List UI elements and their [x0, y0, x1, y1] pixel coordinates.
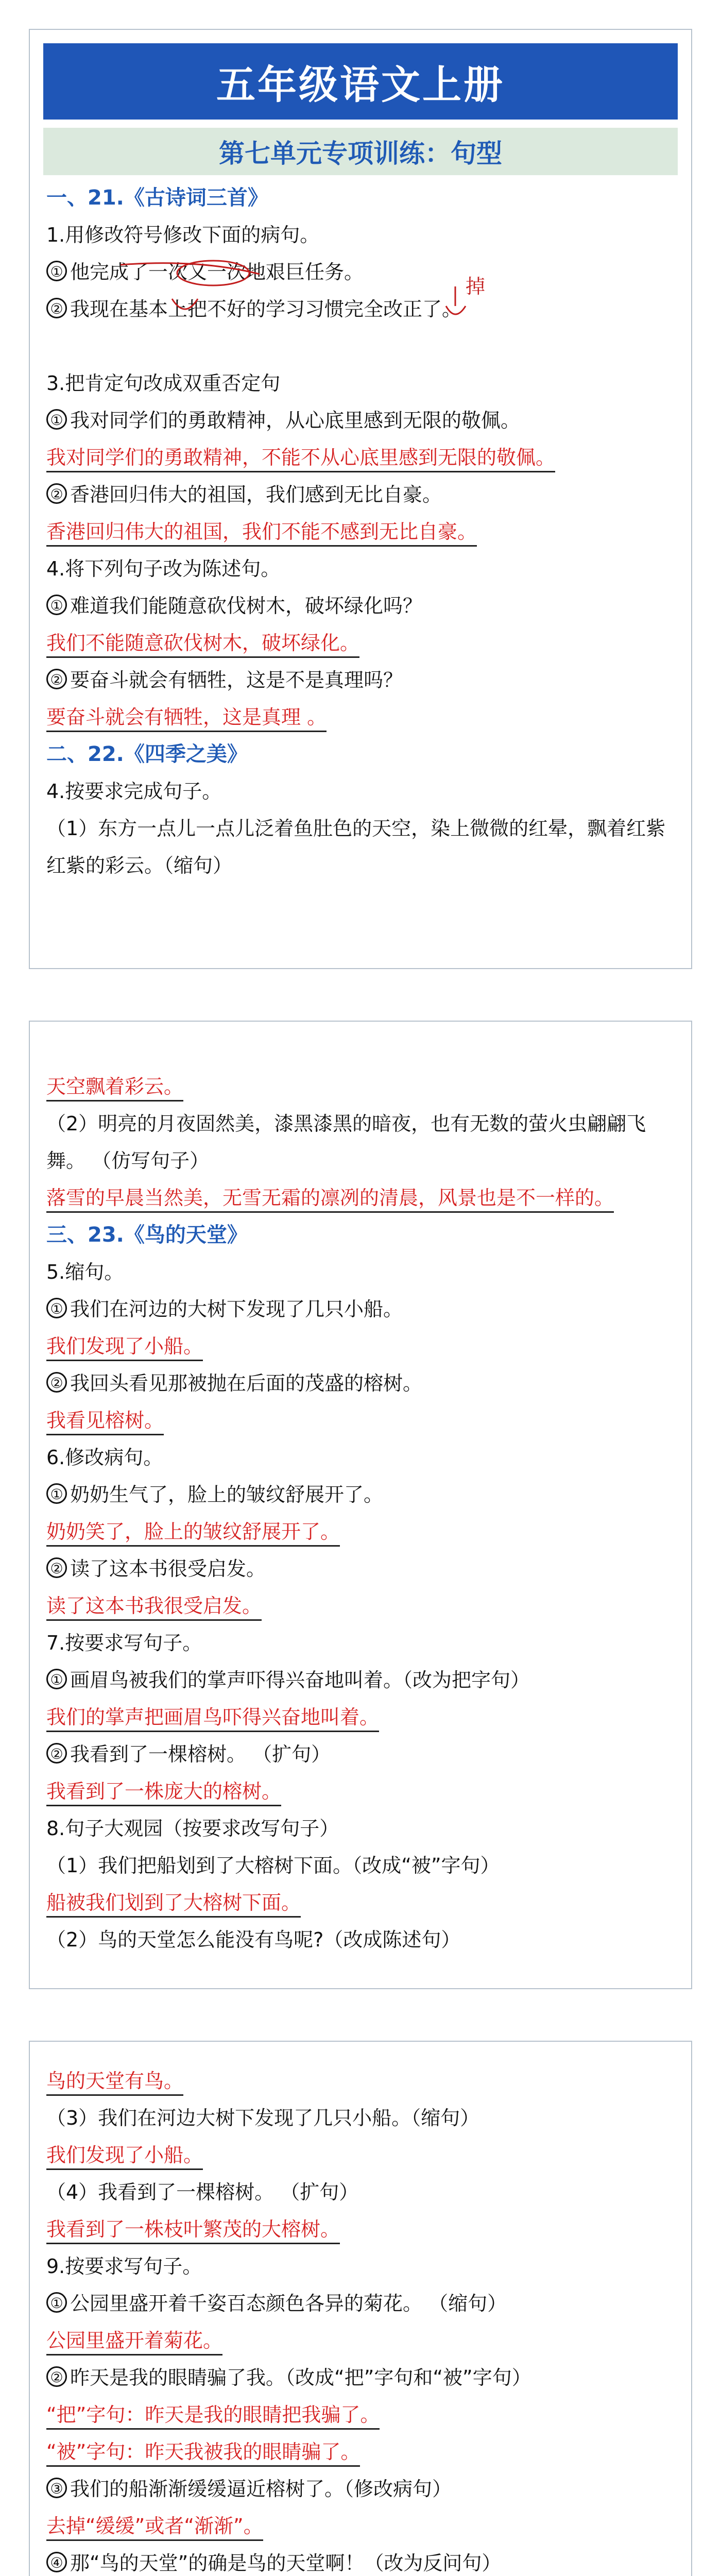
question-text: 我回头看见那被抛在后面的茂盛的榕树。 [70, 1372, 423, 1395]
question-6a [43, 1476, 678, 1513]
question-text: 难道我们能随意砍伐树木，破坏绿化吗？ [70, 595, 423, 617]
answer-text: 公园里盛开着菊花。 [46, 2329, 222, 2355]
answer-7a [43, 1699, 678, 1736]
answer-8b [43, 2062, 678, 2099]
question-text: 读了这本书很受启发。 [70, 1557, 266, 1580]
answer-3a [43, 439, 678, 476]
answer-6b [43, 1587, 678, 1624]
question-text: 我对同学们的勇敢精神，从心底里感到无限的敬佩。 [70, 409, 521, 432]
question-4c: 4.按要求完成句子。 [46, 780, 222, 803]
question-5a [43, 1291, 678, 1328]
circled-number: ② [46, 669, 67, 689]
circled-number: ① [46, 1669, 67, 1689]
answer-9a [43, 2322, 678, 2359]
question-8a: （1）我们把船划到了大榕树下面。（改成“被”字句） [46, 1854, 500, 1877]
circled-number: ① [46, 409, 67, 430]
answer-text: 天空飘着彩云。 [46, 1075, 183, 1101]
answer-text: 去掉“缓缓”或者“渐渐”。 [46, 2515, 263, 2541]
circled-number: ② [46, 298, 67, 318]
answer-text: 我们发现了小船。 [46, 2144, 203, 2170]
question-4c-2: （2）明亮的月夜固然美，漆黑漆黑的暗夜，也有无数的萤火虫翩翩飞舞。 （仿写句子） [46, 1112, 646, 1172]
answer-9b-1 [43, 2396, 678, 2433]
answer-text: 香港回归伟大的祖国，我们不能不感到无比自豪。 [46, 520, 477, 547]
section-heading-23: 三、23.《鸟的天堂》 [46, 1223, 248, 1247]
answer-8d [43, 2211, 678, 2248]
question-4: 4.将下列句子改为陈述句。 [46, 557, 281, 580]
question-8c: （3）我们在河边大树下发现了几只小船。（缩句） [46, 2107, 480, 2129]
answer-text: “把”字句：昨天是我的眼睛把我骗了。 [46, 2403, 380, 2430]
answer-9c [43, 2507, 678, 2545]
question-7b [43, 1736, 678, 1773]
section-heading-21: 一、21.《古诗词三首》 [46, 186, 268, 210]
question-text: 画眉鸟被我们的掌声吓得兴奋地叫着。（改为把字句） [70, 1669, 530, 1691]
worksheet-page-3 [29, 2041, 692, 2576]
answer-5a [43, 1328, 678, 1365]
section-heading-22: 二、22.《四季之美》 [46, 742, 248, 766]
question-3: 3.把肯定句改成双重否定句 [46, 372, 281, 395]
question-text: 我看到了一棵榕树。 （扩句） [70, 1743, 331, 1766]
question-9b [43, 2359, 678, 2396]
answer-text: 我对同学们的勇敢精神，不能不从心底里感到无限的敬佩。 [46, 446, 555, 472]
question-3a [43, 402, 678, 439]
question-text: 我们在河边的大树下发现了几只小船。 [70, 1298, 403, 1320]
question-5: 5.缩句。 [46, 1261, 124, 1283]
question-9d [43, 2545, 678, 2576]
question-1a [43, 253, 678, 291]
question-8b: （2）鸟的天堂怎么能没有鸟呢?（改成陈述句） [46, 1928, 461, 1951]
question-text: 我们的船渐渐缓缓逼近榕树了。（修改病句） [70, 2478, 452, 2500]
question-6b [43, 1550, 678, 1587]
question-text: 昨天是我的眼睛骗了我。（改成“把”字句和“被”字句） [70, 2366, 531, 2389]
question-9: 9.按要求写句子。 [46, 2255, 202, 2278]
question-4c-1: （1）东方一点儿一点儿泛着鱼肚色的天空，染上微微的红晕，飘着红紫红紫的彩云。（缩句） [46, 817, 666, 877]
answer-text: 我们不能随意砍伐树木，破坏绿化。 [46, 632, 359, 658]
answer-9b-2 [43, 2433, 678, 2470]
question-6: 6.修改病句。 [46, 1446, 163, 1469]
question-text: 奶奶生气了，脸上的皱纹舒展开了。 [70, 1483, 384, 1506]
question-9c [43, 2470, 678, 2507]
question-text: 那“鸟的天堂”的确是鸟的天堂啊！（改为反问句） [70, 2552, 502, 2574]
answer-4b [43, 699, 678, 736]
question-text: 公园里盛开着千姿百态颜色各异的菊花。 （缩句） [70, 2292, 507, 2315]
answer-text: 我们发现了小船。 [46, 1335, 203, 1361]
worksheet-page-1 [29, 29, 692, 969]
correction-word: 掉 [466, 275, 486, 298]
answer-8a [43, 1884, 678, 1921]
question-text: 我现在基本上把不好的学习习惯完全改正了。 [70, 298, 462, 320]
answer-5b [43, 1402, 678, 1439]
answer-text: 船被我们划到了大榕树下面。 [46, 1891, 301, 1918]
answer-7b [43, 1773, 678, 1810]
question-9a [43, 2285, 678, 2322]
circled-number: ② [46, 1743, 67, 1764]
answer-text: 我看到了一株枝叶繁茂的大榕树。 [46, 2218, 340, 2244]
answer-4c-1 [43, 1068, 678, 1105]
answer-text: 要奋斗就会有牺牲，这是真理 。 [46, 706, 327, 732]
circled-number: ① [46, 1298, 67, 1318]
answer-text: 读了这本书我很受启发。 [46, 1595, 262, 1621]
answer-text: 我看到了一株庞大的榕树。 [46, 1780, 281, 1806]
question-1: 1.用修改符号修改下面的病句。 [46, 224, 320, 246]
question-1b [43, 275, 678, 328]
answer-4a [43, 624, 678, 662]
answer-text: 我们的掌声把画眉鸟吓得兴奋地叫着。 [46, 1706, 379, 1732]
question-8: 8.句子大观园（按要求改写句子） [46, 1817, 339, 1840]
circled-number: ② [46, 1557, 67, 1578]
circled-number: ④ [46, 2552, 67, 2572]
question-4a [43, 587, 678, 624]
answer-text: 我看见榕树。 [46, 1409, 164, 1435]
answer-6a [43, 1513, 678, 1550]
question-text: 要奋斗就会有牺牲，这是不是真理吗？ [70, 669, 403, 691]
answer-text: 鸟的天堂有鸟。 [46, 2070, 183, 2096]
question-5b [43, 1365, 678, 1402]
answer-text: 奶奶笑了，脸上的皱纹舒展开了。 [46, 1520, 340, 1547]
circled-number: ① [46, 261, 67, 281]
question-7: 7.按要求写句子。 [46, 1632, 202, 1654]
worksheet-page-2 [29, 1021, 692, 1989]
answer-4c-2 [43, 1179, 678, 1216]
circled-number: ③ [46, 2478, 67, 2498]
page-subtitle: 第七单元专项训练：句型 [43, 128, 678, 175]
answer-8c [43, 2137, 678, 2174]
question-7a [43, 1662, 678, 1699]
circled-number: ① [46, 2292, 67, 2313]
question-3b [43, 476, 678, 513]
question-text: 香港回归伟大的祖国，我们感到无比自豪。 [70, 483, 442, 506]
circled-number: ② [46, 483, 67, 504]
answer-3b [43, 513, 678, 550]
answer-text: 落雪的早晨当然美，无雪无霜的凛冽的清晨，风景也是不一样的。 [46, 1187, 614, 1213]
circled-number: ② [46, 2366, 67, 2387]
question-text: 他完成了一次又一次地艰巨任务。 [70, 261, 364, 283]
answer-text: “被”字句：昨天我被我的眼睛骗了。 [46, 2441, 360, 2467]
question-8d: （4）我看到了一棵榕树。 （扩句） [46, 2181, 359, 2204]
circled-number: ① [46, 1483, 67, 1504]
circled-number: ② [46, 1372, 67, 1393]
page-title: 五年级语文上册 [43, 43, 678, 120]
circled-number: ① [46, 595, 67, 615]
question-4b [43, 662, 678, 699]
